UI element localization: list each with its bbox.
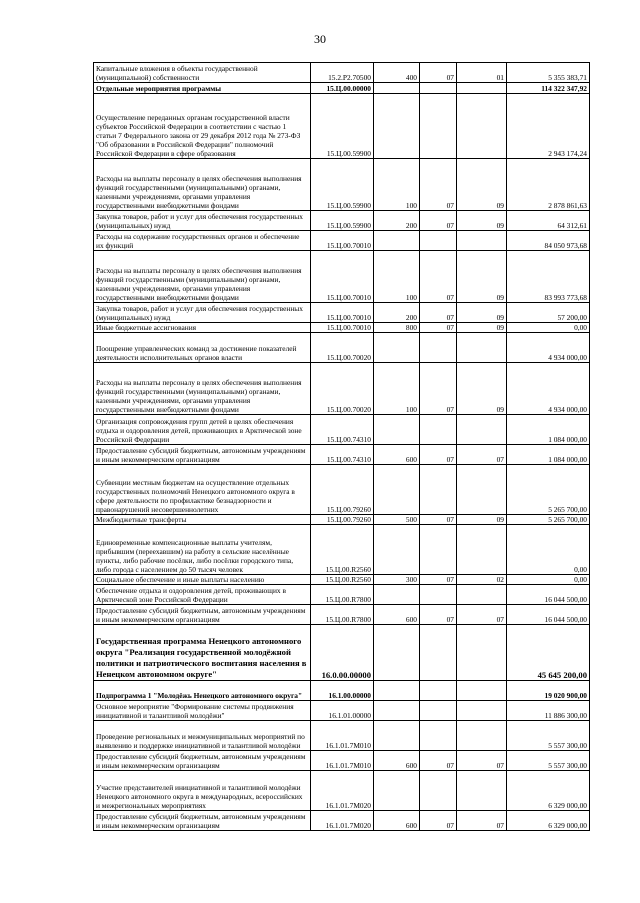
row-subsection-cell: 07 bbox=[457, 605, 507, 625]
row-section-cell bbox=[420, 585, 457, 605]
row-amount-cell: 0,00 bbox=[507, 575, 590, 585]
row-expense-type-cell bbox=[374, 585, 420, 605]
table-row bbox=[94, 94, 590, 159]
row-section-cell bbox=[420, 721, 457, 751]
row-code-cell: 16.1.01.7М020 bbox=[311, 811, 374, 831]
row-amount-cell: 1 084 000,00 bbox=[507, 445, 590, 465]
row-section-cell: 07 bbox=[420, 63, 457, 83]
table-row bbox=[94, 303, 590, 323]
table-row bbox=[94, 231, 590, 251]
row-expense-type-cell: 400 bbox=[374, 63, 420, 83]
row-code-cell: 15.Ц.00.59900 bbox=[311, 211, 374, 231]
table-row bbox=[94, 363, 590, 415]
row-name-cell: Расходы на выплаты персоналу в целях обеспечения выполнения функций государственными (муниципальными) органами, казенными учреждениями, органами управления государственными внебюджетными фондами bbox=[94, 363, 311, 415]
row-expense-type-cell: 600 bbox=[374, 751, 420, 771]
table-row bbox=[94, 605, 590, 625]
row-expense-type-cell: 500 bbox=[374, 515, 420, 525]
row-code-cell: 16.1.01.00000 bbox=[311, 701, 374, 721]
budget-table bbox=[93, 62, 590, 831]
row-name-cell: Закупка товаров, работ и услуг для обеспечения государственных (муниципальных) нужд bbox=[94, 303, 311, 323]
row-name-cell: Обеспечение отдыха и оздоровления детей, проживающих в Арктической зоне Российской Федерации bbox=[94, 585, 311, 605]
row-name-cell: Подпрограмма 1 "Молодёжь Ненецкого автономного округа" bbox=[94, 681, 311, 701]
row-amount-cell: 114 322 347,92 bbox=[507, 83, 590, 94]
row-subsection-cell: 09 bbox=[457, 251, 507, 303]
row-expense-type-cell: 600 bbox=[374, 605, 420, 625]
row-subsection-cell bbox=[457, 231, 507, 251]
row-name-cell: Капитальные вложения в объекты государственной (муниципальной) собственности bbox=[94, 63, 311, 83]
row-expense-type-cell bbox=[374, 415, 420, 445]
row-code-cell: 15.Ц.00.70010 bbox=[311, 231, 374, 251]
row-amount-cell: 19 020 900,00 bbox=[507, 681, 590, 701]
row-section-cell bbox=[420, 681, 457, 701]
row-section-cell bbox=[420, 231, 457, 251]
row-name-cell: Закупка товаров, работ и услуг для обеспечения государственных (муниципальных) нужд bbox=[94, 211, 311, 231]
row-section-cell: 07 bbox=[420, 445, 457, 465]
row-name-cell: Осуществление переданных органам государственной власти субъектов Российской Федерации в соответствии с частью 1 статьи 7 Федерального закона от 29 декабря 2012 года № 273-ФЗ "Об образовании в Российской Федерации" полномочий Российской Федерации в сфере образования bbox=[94, 94, 311, 159]
row-amount-cell: 5 265 700,00 bbox=[507, 515, 590, 525]
row-code-cell: 15.Ц.00.74310 bbox=[311, 415, 374, 445]
row-section-cell bbox=[420, 701, 457, 721]
row-amount-cell: 6 329 000,00 bbox=[507, 811, 590, 831]
row-section-cell: 07 bbox=[420, 159, 457, 211]
row-section-cell: 07 bbox=[420, 575, 457, 585]
row-expense-type-cell bbox=[374, 83, 420, 94]
row-subsection-cell bbox=[457, 585, 507, 605]
row-name-cell: Субвенции местным бюджетам на осуществление отдельных государственных полномочий Ненецкого автономного округа в сфере деятельности по профилактике безнадзорности и правонарушений несовершеннолетних bbox=[94, 465, 311, 515]
row-code-cell: 15.Ц.00.70010 bbox=[311, 251, 374, 303]
row-subsection-cell: 09 bbox=[457, 323, 507, 333]
row-amount-cell: 0,00 bbox=[507, 323, 590, 333]
row-amount-cell: 5 265 700,00 bbox=[507, 465, 590, 515]
row-code-cell: 15.Ц.00.74310 bbox=[311, 445, 374, 465]
table-row bbox=[94, 681, 590, 701]
table-row bbox=[94, 575, 590, 585]
row-amount-cell: 4 934 000,00 bbox=[507, 333, 590, 363]
row-expense-type-cell: 100 bbox=[374, 159, 420, 211]
row-amount-cell: 6 329 000,00 bbox=[507, 771, 590, 811]
row-amount-cell: 5 355 383,71 bbox=[507, 63, 590, 83]
row-code-cell: 16.1.01.7М020 bbox=[311, 771, 374, 811]
row-expense-type-cell: 800 bbox=[374, 323, 420, 333]
row-subsection-cell: 07 bbox=[457, 445, 507, 465]
row-subsection-cell: 07 bbox=[457, 811, 507, 831]
row-section-cell bbox=[420, 625, 457, 681]
row-name-cell: Поощрение управленческих команд за достижение показателей деятельности исполнительных органов власти bbox=[94, 333, 311, 363]
table-row bbox=[94, 333, 590, 363]
table-row bbox=[94, 701, 590, 721]
row-subsection-cell: 09 bbox=[457, 515, 507, 525]
row-expense-type-cell bbox=[374, 231, 420, 251]
row-section-cell: 07 bbox=[420, 751, 457, 771]
table-row bbox=[94, 323, 590, 333]
row-expense-type-cell: 600 bbox=[374, 445, 420, 465]
row-subsection-cell bbox=[457, 465, 507, 515]
row-code-cell: 15.Ц.00.R2560 bbox=[311, 525, 374, 575]
table-row bbox=[94, 811, 590, 831]
row-name-cell: Расходы на содержание государственных органов и обеспечение их функций bbox=[94, 231, 311, 251]
row-name-cell: Проведение региональных и межмуниципальных мероприятий по выявлению и поддержке инициативной и талантливой молодёжи bbox=[94, 721, 311, 751]
row-code-cell: 15.2.P2.70500 bbox=[311, 63, 374, 83]
row-amount-cell: 5 557 300,00 bbox=[507, 721, 590, 751]
row-subsection-cell: 01 bbox=[457, 63, 507, 83]
row-section-cell: 07 bbox=[420, 211, 457, 231]
row-expense-type-cell bbox=[374, 681, 420, 701]
row-expense-type-cell bbox=[374, 525, 420, 575]
row-subsection-cell bbox=[457, 333, 507, 363]
table-row bbox=[94, 83, 590, 94]
row-section-cell bbox=[420, 465, 457, 515]
row-expense-type-cell: 200 bbox=[374, 303, 420, 323]
row-name-cell: Участие представителей инициативной и талантливой молодёжи Ненецкого автономного округа в международных, всероссийских и межрегиональных мероприятиях bbox=[94, 771, 311, 811]
row-expense-type-cell bbox=[374, 94, 420, 159]
row-subsection-cell bbox=[457, 415, 507, 445]
table-row bbox=[94, 751, 590, 771]
table-row bbox=[94, 251, 590, 303]
row-code-cell: 16.0.00.00000 bbox=[311, 625, 374, 681]
row-name-cell: Предоставление субсидий бюджетным, автономным учреждениям и иным некоммерческим организациям bbox=[94, 751, 311, 771]
row-name-cell: Межбюджетные трансферты bbox=[94, 515, 311, 525]
row-section-cell bbox=[420, 83, 457, 94]
row-name-cell: Расходы на выплаты персоналу в целях обеспечения выполнения функций государственными (муниципальными) органами, казенными учреждениями, органами управления государственными внебюджетными фондами bbox=[94, 159, 311, 211]
row-amount-cell: 45 645 200,00 bbox=[507, 625, 590, 681]
row-section-cell bbox=[420, 333, 457, 363]
row-expense-type-cell bbox=[374, 771, 420, 811]
row-code-cell: 16.1.00.00000 bbox=[311, 681, 374, 701]
row-name-cell: Расходы на выплаты персоналу в целях обеспечения выполнения функций государственными (муниципальными) органами, казенными учреждениями, органами управления государственными внебюджетными фондами bbox=[94, 251, 311, 303]
table-row bbox=[94, 585, 590, 605]
row-expense-type-cell bbox=[374, 701, 420, 721]
row-section-cell: 07 bbox=[420, 323, 457, 333]
row-expense-type-cell: 200 bbox=[374, 211, 420, 231]
row-amount-cell: 64 312,61 bbox=[507, 211, 590, 231]
budget-table-body bbox=[94, 63, 590, 831]
row-code-cell: 15.Ц.00.70010 bbox=[311, 303, 374, 323]
row-amount-cell: 5 557 300,00 bbox=[507, 751, 590, 771]
row-section-cell: 07 bbox=[420, 605, 457, 625]
row-name-cell: Иные бюджетные ассигнования bbox=[94, 323, 311, 333]
table-row bbox=[94, 445, 590, 465]
row-amount-cell: 16 044 500,00 bbox=[507, 605, 590, 625]
table-row bbox=[94, 721, 590, 751]
table-row bbox=[94, 771, 590, 811]
page-number: 30 bbox=[314, 32, 326, 46]
row-name-cell: Социальное обеспечение и иные выплаты населению bbox=[94, 575, 311, 585]
row-expense-type-cell: 300 bbox=[374, 575, 420, 585]
row-subsection-cell: 07 bbox=[457, 751, 507, 771]
row-expense-type-cell: 100 bbox=[374, 251, 420, 303]
row-code-cell: 15.Ц.00.79260 bbox=[311, 515, 374, 525]
row-expense-type-cell bbox=[374, 625, 420, 681]
table-row bbox=[94, 465, 590, 515]
row-subsection-cell bbox=[457, 525, 507, 575]
row-code-cell: 16.1.01.7М010 bbox=[311, 721, 374, 751]
row-amount-cell: 0,00 bbox=[507, 525, 590, 575]
row-section-cell: 07 bbox=[420, 515, 457, 525]
table-row bbox=[94, 63, 590, 83]
row-amount-cell: 11 886 300,00 bbox=[507, 701, 590, 721]
row-amount-cell: 84 050 973,68 bbox=[507, 231, 590, 251]
row-section-cell bbox=[420, 415, 457, 445]
row-code-cell: 15.Ц.00.70010 bbox=[311, 323, 374, 333]
row-expense-type-cell bbox=[374, 465, 420, 515]
row-expense-type-cell bbox=[374, 721, 420, 751]
table-row bbox=[94, 415, 590, 445]
row-subsection-cell: 09 bbox=[457, 363, 507, 415]
row-name-cell: Предоставление субсидий бюджетным, автономным учреждениям и иным некоммерческим организациям bbox=[94, 605, 311, 625]
row-subsection-cell: 02 bbox=[457, 575, 507, 585]
row-code-cell: 15.Ц.00.79260 bbox=[311, 465, 374, 515]
row-code-cell: 16.1.01.7М010 bbox=[311, 751, 374, 771]
row-name-cell: Предоставление субсидий бюджетным, автономным учреждениям и иным некоммерческим организациям bbox=[94, 445, 311, 465]
row-code-cell: 15.Ц.00.R7800 bbox=[311, 605, 374, 625]
row-code-cell: 15.Ц.00.70020 bbox=[311, 363, 374, 415]
row-subsection-cell bbox=[457, 94, 507, 159]
row-code-cell: 15.Ц.00.59900 bbox=[311, 159, 374, 211]
row-section-cell bbox=[420, 94, 457, 159]
row-code-cell: 15.Ц.00.R2560 bbox=[311, 575, 374, 585]
row-section-cell: 07 bbox=[420, 303, 457, 323]
row-code-cell: 15.Ц.00.00000 bbox=[311, 83, 374, 94]
table-row bbox=[94, 211, 590, 231]
row-subsection-cell bbox=[457, 701, 507, 721]
row-code-cell: 15.Ц.00.70020 bbox=[311, 333, 374, 363]
row-section-cell: 07 bbox=[420, 251, 457, 303]
row-amount-cell: 57 200,00 bbox=[507, 303, 590, 323]
row-amount-cell: 1 084 000,00 bbox=[507, 415, 590, 445]
row-section-cell: 07 bbox=[420, 811, 457, 831]
row-amount-cell: 4 934 000,00 bbox=[507, 363, 590, 415]
row-subsection-cell: 09 bbox=[457, 159, 507, 211]
row-name-cell: Единовременные компенсационные выплаты учителям, прибывшим (переехавшим) на работу в сельские населённые пункты, либо рабочие посёлки, либо посёлки городского типа, либо города с населением до 50 тысяч человек bbox=[94, 525, 311, 575]
table-row bbox=[94, 625, 590, 681]
row-subsection-cell: 09 bbox=[457, 303, 507, 323]
row-subsection-cell: 09 bbox=[457, 211, 507, 231]
row-name-cell: Предоставление субсидий бюджетным, автономным учреждениям и иным некоммерческим организациям bbox=[94, 811, 311, 831]
row-section-cell: 07 bbox=[420, 363, 457, 415]
row-expense-type-cell: 100 bbox=[374, 363, 420, 415]
row-section-cell bbox=[420, 771, 457, 811]
row-subsection-cell bbox=[457, 771, 507, 811]
row-name-cell: Отдельные мероприятия программы bbox=[94, 83, 311, 94]
row-amount-cell: 16 044 500,00 bbox=[507, 585, 590, 605]
row-name-cell: Государственная программа Ненецкого автономного округа "Реализация государственной молодёжной политики и патриотического воспитания населения в Ненецком автономном округе" bbox=[94, 625, 311, 681]
row-expense-type-cell bbox=[374, 333, 420, 363]
table-row bbox=[94, 525, 590, 575]
row-amount-cell: 2 943 174,24 bbox=[507, 94, 590, 159]
table-row bbox=[94, 159, 590, 211]
row-section-cell bbox=[420, 525, 457, 575]
row-amount-cell: 2 878 861,63 bbox=[507, 159, 590, 211]
row-amount-cell: 83 993 773,68 bbox=[507, 251, 590, 303]
row-subsection-cell bbox=[457, 83, 507, 94]
row-code-cell: 15.Ц.00.R7800 bbox=[311, 585, 374, 605]
row-subsection-cell bbox=[457, 681, 507, 701]
row-code-cell: 15.Ц.00.59900 bbox=[311, 94, 374, 159]
table-row bbox=[94, 515, 590, 525]
row-subsection-cell bbox=[457, 721, 507, 751]
row-name-cell: Основное мероприятие "Формирование системы продвижения инициативной и талантливой молодёжи" bbox=[94, 701, 311, 721]
row-expense-type-cell: 600 bbox=[374, 811, 420, 831]
row-subsection-cell bbox=[457, 625, 507, 681]
row-name-cell: Организация сопровождения групп детей в целях обеспечения отдыха и оздоровления детей, проживающих в Арктической зоне Российской Федерации bbox=[94, 415, 311, 445]
